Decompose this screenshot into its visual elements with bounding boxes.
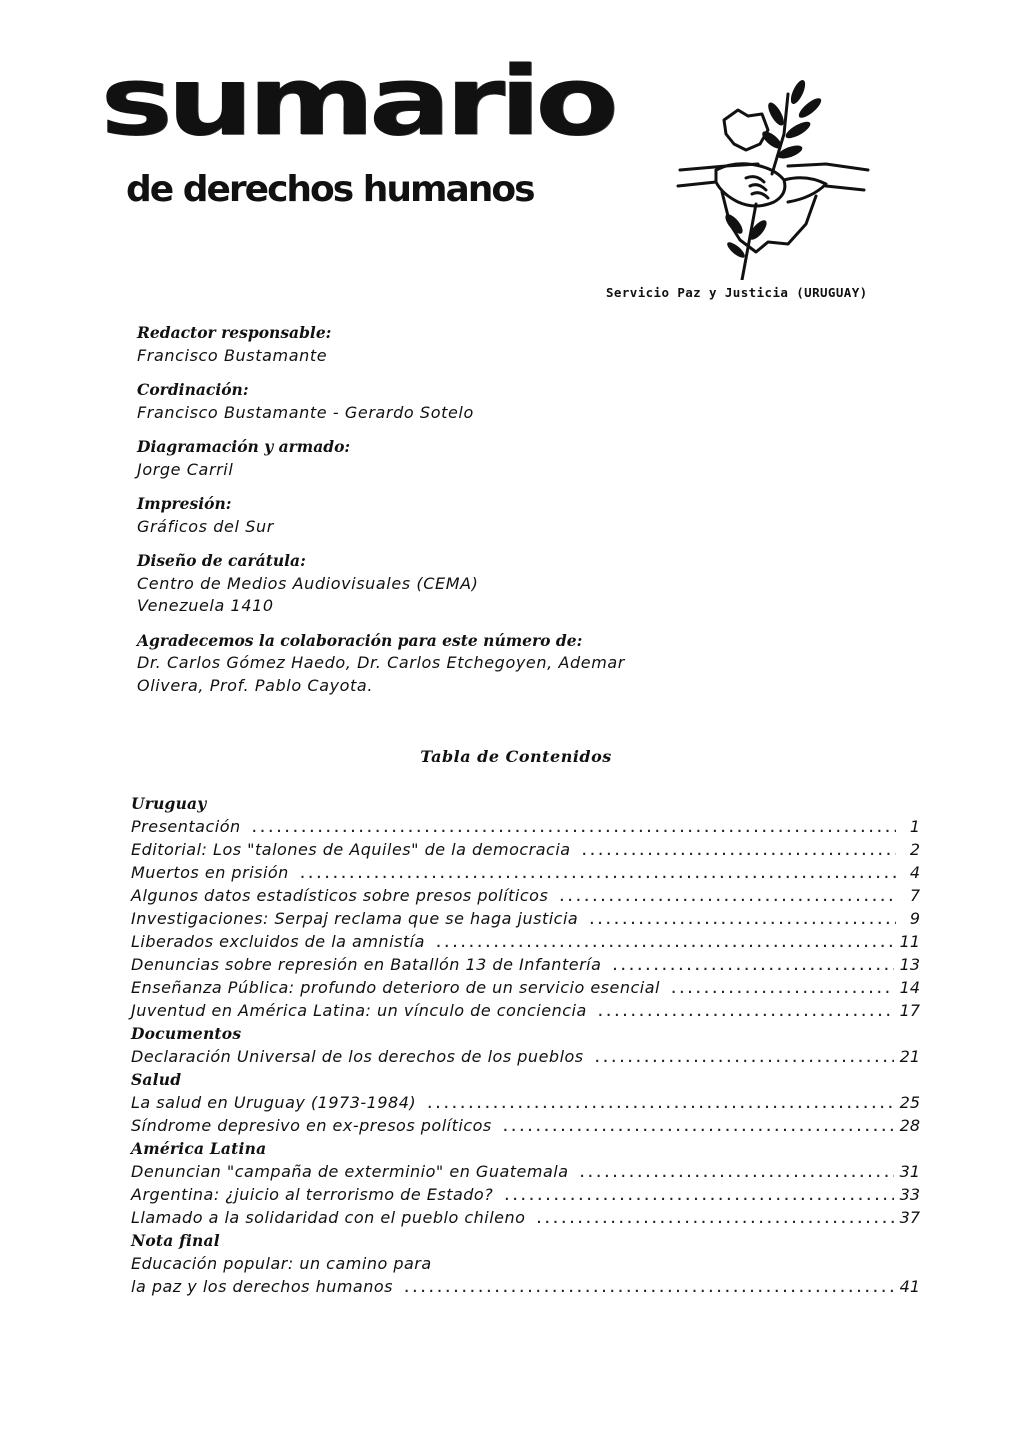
- credit-value: Francisco Bustamante: [137, 345, 328, 365]
- toc-entry-title: Denuncian "campaña de exterminio" en Guatemala: [131, 1162, 569, 1181]
- toc-entry-title: Algunos datos estadísticos sobre presos políticos: [131, 886, 549, 905]
- toc-section-heading: Documentos: [131, 1024, 242, 1043]
- toc-page-number: 31: [899, 1162, 920, 1181]
- toc-entry-title: Editorial: Los "talones de Aquiles" de la democracia: [131, 840, 571, 859]
- masthead-subtitle: de derechos humanos: [126, 169, 534, 210]
- toc-entry-title: Enseñanza Pública: profundo deterioro de un servicio esencial: [131, 978, 660, 997]
- toc-entry: [131, 1091, 920, 1114]
- toc-entry: [131, 838, 920, 861]
- toc-entry-title: Presentación: [131, 817, 241, 836]
- toc-page-number: 14: [899, 978, 920, 997]
- toc-dot-leader: [597, 1001, 894, 1024]
- toc-section-heading: Salud: [131, 1070, 182, 1089]
- toc-entry: [131, 1045, 920, 1068]
- toc-page-number: 2: [909, 840, 920, 859]
- credit-label: Cordinación:: [137, 380, 249, 399]
- toc-page-number: 11: [899, 932, 920, 951]
- toc-section-heading: América Latina: [131, 1139, 267, 1158]
- toc-page-number: 13: [899, 955, 920, 974]
- toc-entry-title: La salud en Uruguay (1973-1984): [131, 1093, 417, 1112]
- toc-dot-leader: [502, 1116, 894, 1139]
- toc-entry-title: Juventud en América Latina: un vínculo de conciencia: [131, 1001, 587, 1020]
- credit-value: Dr. Carlos Gómez Haedo, Dr. Carlos Etchegoyen, Ademar: [137, 653, 625, 672]
- toc-page-number: 9: [909, 909, 920, 928]
- credit-item: [137, 436, 777, 481]
- toc-dot-leader: [403, 1277, 894, 1300]
- toc-dot-leader: [558, 886, 896, 909]
- toc-entry: [131, 907, 920, 930]
- credit-value: Jorge Carril: [137, 459, 234, 479]
- toc-entry-title: Argentina: ¿juicio al terrorismo de Estado?: [131, 1185, 494, 1204]
- toc-page-number: 4: [909, 863, 920, 882]
- toc-dot-leader: [426, 1093, 894, 1116]
- toc-entry: [131, 861, 920, 884]
- toc-entry-title: Muertos en prisión: [131, 863, 289, 882]
- credit-label: Diagramación y armado:: [137, 437, 351, 456]
- toc-dot-leader: [611, 955, 893, 978]
- toc-entry-title: Llamado a la solidaridad con el pueblo chileno: [131, 1208, 526, 1227]
- toc-entry-title: la paz y los derechos humanos: [131, 1277, 393, 1296]
- toc-entry: [131, 815, 920, 838]
- toc-entry-title: Declaración Universal de los derechos de los pueblos: [131, 1047, 584, 1066]
- table-of-contents: [131, 792, 920, 1298]
- credit-value: Venezuela 1410: [137, 596, 274, 615]
- toc-page-number: 17: [899, 1001, 920, 1020]
- toc-dot-leader: [670, 978, 894, 1001]
- credit-label: Agradecemos la colaboración para este número de:: [137, 630, 583, 650]
- toc-page-number: 25: [899, 1093, 920, 1112]
- toc-entry: [131, 1183, 920, 1206]
- toc-dot-leader: [299, 863, 896, 886]
- toc-entry: [131, 953, 920, 976]
- toc-dot-leader: [503, 1185, 893, 1208]
- toc-dot-leader: [579, 1162, 894, 1185]
- toc-entry: [131, 1114, 920, 1137]
- credit-value: Centro de Medios Audiovisuales (CEMA): [137, 573, 479, 593]
- credit-label: Diseño de carátula:: [137, 551, 306, 570]
- toc-page-number: 7: [909, 886, 920, 905]
- toc-entry-title: Investigaciones: Serpaj reclama que se haga justicia: [131, 909, 579, 928]
- toc-entry: [131, 1275, 920, 1298]
- credit-value: Gráficos del Sur: [137, 516, 274, 536]
- toc-entry-title: Denuncias sobre represión en Batallón 13 de Infantería: [131, 955, 602, 974]
- organization-name: Servicio Paz y Justicia (URUGUAY): [606, 285, 868, 300]
- toc-page-number: 37: [899, 1208, 920, 1227]
- toc-entry: [131, 976, 920, 999]
- credits-block: [137, 322, 777, 709]
- toc-dot-leader: [251, 817, 896, 840]
- toc-dot-leader: [588, 909, 896, 932]
- toc-entry: [131, 884, 920, 907]
- toc-entry: [131, 999, 920, 1022]
- toc-page-number: 33: [899, 1185, 920, 1204]
- toc-entry: [131, 1160, 920, 1183]
- toc-page-number: 28: [899, 1116, 920, 1135]
- credit-label: Impresión:: [137, 494, 232, 513]
- toc-page-number: 21: [899, 1047, 920, 1066]
- credit-label: Redactor responsable:: [137, 323, 332, 342]
- toc-dot-leader: [594, 1047, 894, 1070]
- toc-entry-continued: Educación popular: un camino para: [131, 1254, 432, 1273]
- masthead-title: sumario: [100, 45, 613, 157]
- credit-item: [137, 379, 777, 424]
- toc-entry-title: Síndrome depresivo en ex-presos políticos: [131, 1116, 492, 1135]
- credit-value: Olivera, Prof. Pablo Cayota.: [137, 675, 374, 695]
- toc-dot-leader: [581, 840, 896, 863]
- credit-item: [137, 550, 777, 618]
- toc-entry: [131, 930, 920, 953]
- toc-page-number: 1: [909, 817, 920, 836]
- credit-item: [137, 630, 777, 698]
- toc-entry: [131, 1206, 920, 1229]
- hands-with-olive-branch-over-map-icon: [676, 74, 872, 280]
- credit-item: [137, 322, 777, 367]
- toc-section-heading: Nota final: [131, 1231, 220, 1250]
- toc-title: Tabla de Contenidos: [420, 747, 612, 766]
- toc-page-number: 41: [899, 1277, 920, 1296]
- toc-section-heading: Uruguay: [131, 794, 207, 813]
- toc-entry-title: Liberados excluidos de la amnistía: [131, 932, 425, 951]
- credit-value: Francisco Bustamante - Gerardo Sotelo: [137, 402, 474, 422]
- credit-item: [137, 493, 777, 538]
- toc-dot-leader: [535, 1208, 893, 1231]
- toc-dot-leader: [435, 932, 894, 955]
